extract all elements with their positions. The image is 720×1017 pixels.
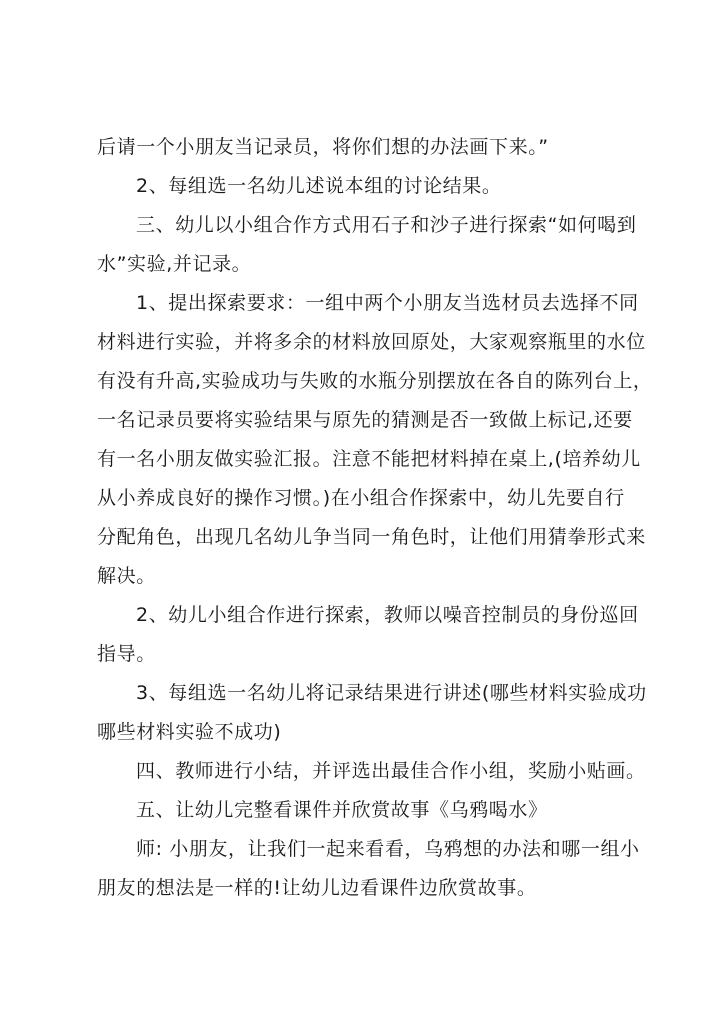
text-line: 五、让幼儿完整看课件并欣赏故事《乌鸦喝水》 bbox=[136, 799, 548, 821]
text-line: 指导。 bbox=[97, 643, 156, 665]
text-line: 1、提出探索要求：一组中两个小朋友当选材员去选择不同 bbox=[136, 292, 639, 314]
text-line: 解决。 bbox=[97, 565, 156, 587]
text-line: 后请一个小朋友当记录员，将你们想的办法画下来。” bbox=[97, 136, 549, 158]
text-line: 分配角色，出现几名幼儿争当同一角色时，让他们用猜拳形式来 bbox=[97, 526, 646, 548]
text-line: 3、每组选一名幼儿将记录结果进行讲述(哪些材料实验成功 bbox=[136, 682, 647, 704]
text-line: 从小养成良好的操作习惯。)在小组合作探索中，幼儿先要自行 bbox=[97, 487, 625, 509]
text-line: 有一名小朋友做实验汇报。注意不能把材料掉在桌上,(培养幼儿 bbox=[97, 448, 641, 470]
text-line: 2、每组选一名幼儿述说本组的讨论结果。 bbox=[136, 175, 502, 197]
text-line: 材料进行实验，并将多余的材料放回原处，大家观察瓶里的水位 bbox=[97, 331, 646, 353]
text-line: 一名记录员要将实验结果与原先的猜测是否一致做上标记,还要 bbox=[97, 409, 633, 431]
text-line: 朋友的想法是一样的!让幼儿边看课件边欣赏故事。 bbox=[97, 877, 537, 899]
text-line: 四、教师进行小结，并评选出最佳合作小组，奖励小贴画。 bbox=[136, 760, 646, 782]
text-line: 哪些材料实验不成功) bbox=[97, 721, 282, 743]
text-line: 三、幼儿以小组合作方式用石子和沙子进行探索“如何喝到 bbox=[136, 214, 637, 236]
text-line: 有没有升高,实验成功与失败的水瓶分别摆放在各自的陈列台上， bbox=[97, 370, 653, 392]
text-line: 2、幼儿小组合作进行探索，教师以噪音控制员的身份巡回 bbox=[136, 604, 639, 626]
text-line: 师: 小朋友，让我们一起来看看，乌鸦想的办法和哪一组小 bbox=[136, 838, 640, 860]
text-line: 水”实验,并记录。 bbox=[97, 253, 252, 275]
